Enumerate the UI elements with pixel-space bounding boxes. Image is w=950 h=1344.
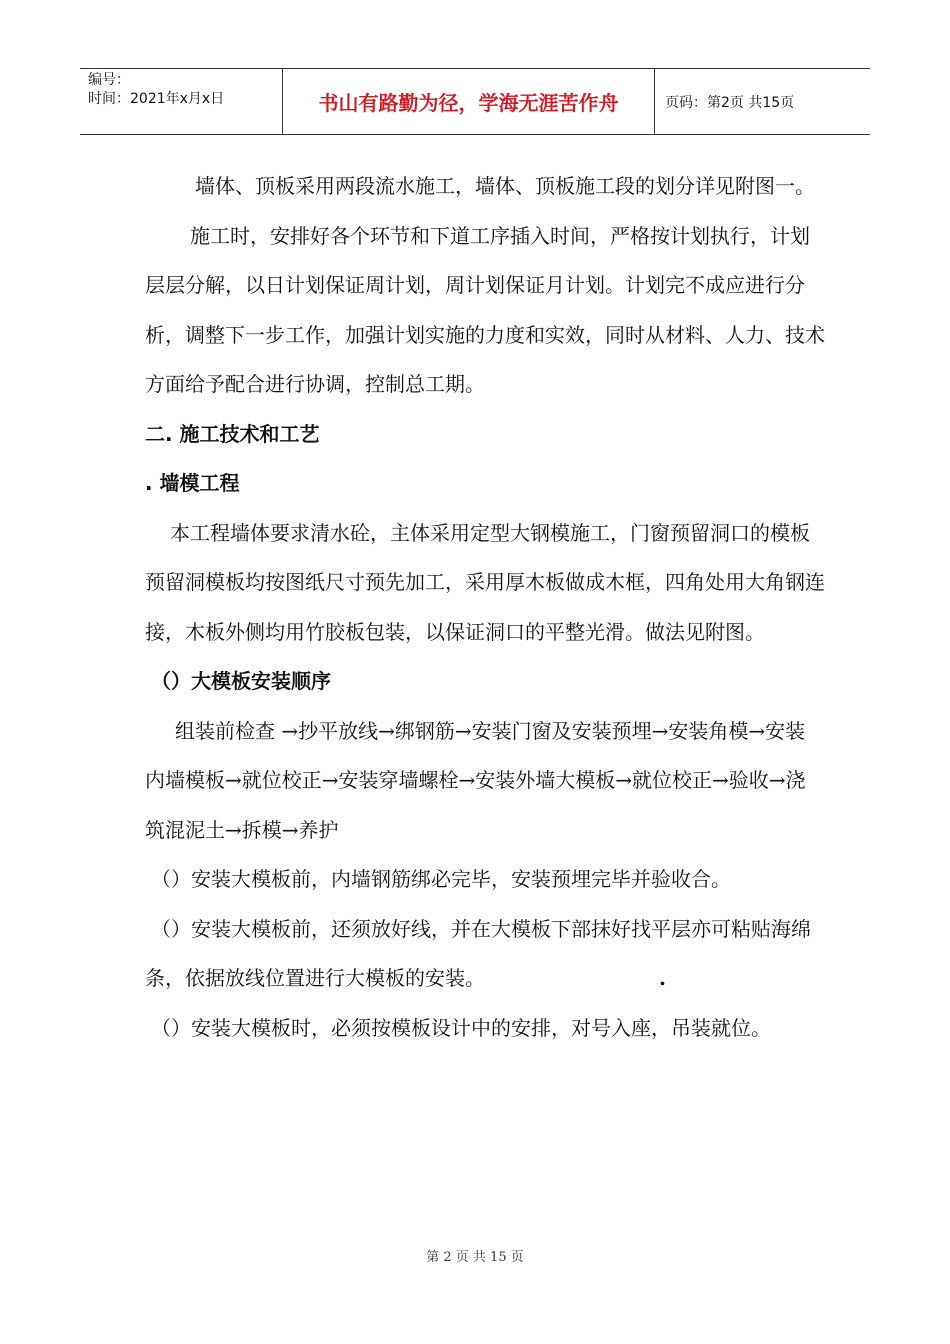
header-meta bbox=[80, 69, 282, 134]
paragraph-6 bbox=[145, 905, 825, 1004]
paragraph-4: 组装前检查 →抄平放线→绑钢筋→安装门窗及安装预埋→安装角模→安装内墙模板→就位校正→安装穿墙螺栓→安装外墙大模板→就位校正→验收→浇筑混泥土→拆模→养护 bbox=[145, 718, 806, 842]
paragraph-6-text: （）安装大模板前，还须放好线，并在大模板下部抹好找平层亦可粘贴海绵条，依据放线位置进行大模板的安装。 bbox=[145, 916, 811, 990]
time-label: 时间：2021年x月x日 bbox=[88, 91, 225, 107]
paragraph-5: （）安装大模板前，内墙钢筋绑必完毕，安装预埋完毕并验收合。 bbox=[151, 867, 731, 891]
header-page-info: 页码：第2页 共15页 bbox=[665, 94, 795, 111]
paragraph-1: 墙体、顶板采用两段流水施工，墙体、顶板施工段的划分详见附图一。 bbox=[195, 174, 815, 198]
page-footer: 第 2 页 共 15 页 bbox=[426, 1250, 524, 1265]
paragraph-6-dot: . bbox=[659, 966, 666, 990]
paragraph-7: （）安装大模板时，必须按模板设计中的安排，对号入座，吊装就位。 bbox=[151, 1015, 771, 1040]
header-motto: 书山有路勤为径，学海无涯苦作舟 bbox=[282, 69, 655, 134]
document-body bbox=[145, 162, 825, 1053]
section-heading: 二. 施工技术和工艺 bbox=[145, 421, 320, 446]
number-label: 编号： bbox=[88, 72, 130, 88]
document-header bbox=[80, 68, 870, 135]
subsection-heading: . 墙模工程 bbox=[145, 471, 240, 495]
subsubsection-heading: （）大模板安装顺序 bbox=[151, 669, 331, 693]
paragraph-2: 施工时，安排好各个环节和下道工序插入时间，严格按计划执行，计划层层分解，以日计划保证周计划，周计划保证月计划。计划完不成应进行分析，调整下一步工作，加强计划实施的力度和实效，同时从材料、人力、技术方面给予配合进行协调，控制总工期。 bbox=[145, 223, 825, 396]
paragraph-3: 本工程墙体要求清水砼，主体采用定型大钢模施工，门窗预留洞口的模板预留洞模板均按图纸尺寸预先加工，采用厚木板做成木框，四角处用大角钢连接，木板外侧均用竹胶板包装，以保证洞口的平整光滑。做法见附图。 bbox=[145, 520, 825, 644]
